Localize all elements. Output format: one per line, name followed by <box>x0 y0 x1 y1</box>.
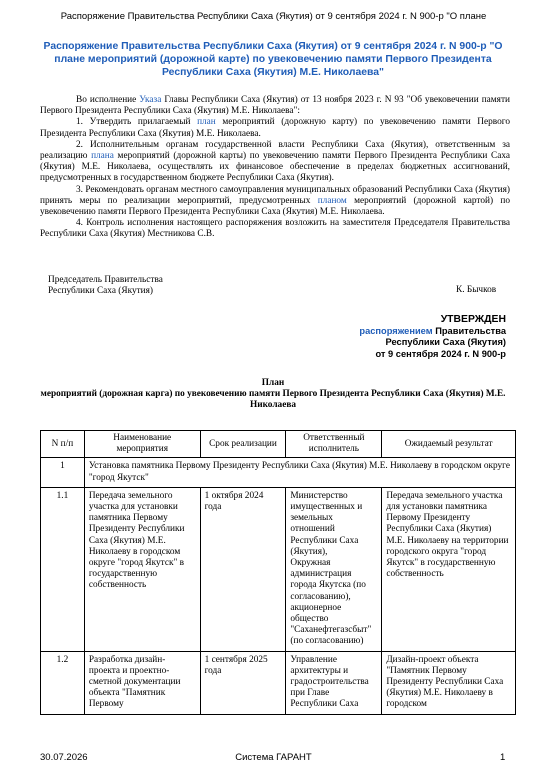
table-row: 1 Установка памятника Первому Президенту Республики Саха (Якутия) М.Е. Николаеву в городском округе "город Якутск" <box>41 458 516 487</box>
signature-name: К. Бычков <box>456 285 497 295</box>
intro-paragraph: Во исполнение Указа Главы Республики Саха (Якутия) от 13 ноября 2023 г. N 93 "Об увековечении памяти Первого Президента Республики Саха (Якутия) М.Е. Николаева": <box>40 95 510 117</box>
footer-date: 30.07.2026 <box>40 752 88 763</box>
running-header: Распоряжение Правительства Республики Саха (Якутия) от 9 сентября 2024 г. N 900-р "О плане <box>60 11 487 22</box>
col-header-responsible: Ответственный исполнитель <box>286 431 382 458</box>
table-header-row <box>41 431 516 458</box>
paragraph-1: 1. Утвердить прилагаемый план мероприятий (дорожную карту) по увековечению памяти Первого Президента Республики Саха (Якутия) М.Е. Николаева. <box>40 117 511 139</box>
approved-label: УТВЕРЖДЕН <box>440 314 506 325</box>
plan-link-2[interactable]: плана <box>91 151 114 162</box>
paragraph-4: 4. Контроль исполнения настоящего распоряжения возложить на заместителя Председателя Правительства Республики Саха (Якутия) Местникова С.В. <box>40 218 510 240</box>
footer-system: Система ГАРАНТ <box>235 752 312 763</box>
paragraph-3: 3. Рекомендовать органам местного самоуправления муниципальных образований Республики Саха (Якутия) принять меры по реализации мероприятий, предусмотренных планом мероприятий (дорожной картой) по увековечению памяти Первого Президента Республики Саха (Якутия) М.Е. Николаева. <box>40 184 510 218</box>
approval-stamp: УТВЕРЖДЕН распоряжением Правительства Республики Саха (Якутия) от 9 сентября 2024 г. N 900-р <box>300 314 506 360</box>
order-link[interactable]: распоряжением <box>359 325 433 336</box>
document-title: Распоряжение Правительства Республики Саха (Якутия) от 9 сентября 2024 г. N 900-р "О плане мероприятий (дорожной карте) по увековечению памяти Первого Президента Республики Саха (Якутия) М.Е. Николаева" <box>43 41 503 78</box>
footer-page-number: 1 <box>500 752 506 763</box>
decree-link[interactable]: Указа <box>139 95 162 105</box>
paragraph-2: 2. Исполнительным органам государственной власти Республики Саха (Якутия), ответственным за реализацию плана мероприятий (дорожной карты) по увековечению памяти Первого Президента Республики Саха (Якутия) М.Е. Николаева, осуществлять их финансовое обеспечение в пределах бюджетных ассигнований, предусмотренных в государственном бюджете Республики Саха (Якутия). <box>40 139 510 184</box>
col-header-term: Срок реализации <box>200 431 286 458</box>
table-row: 1.2 Разработка дизайн-проекта и проектно-сметной документации объекта "Памятник Первому 1 сентября 2025 года Управление архитектуры и градостроительства при Главе Республики Саха Дизайн-проект объекта "Памятник Первому Президенту Республики Саха (Якутия) М.Е. Николаеву в городском <box>41 651 516 714</box>
section-heading: Установка памятника Первому Президенту Республики Саха (Якутия) М.Е. Николаеву в городском округе "город Якутск" <box>84 458 515 487</box>
plan-table <box>40 430 516 715</box>
col-header-name: Наименование мероприятия <box>84 431 200 458</box>
col-header-num: N п/п <box>41 431 85 458</box>
plan-link-3[interactable]: планом <box>317 195 347 206</box>
signature-position: Председатель Правительства Республики Саха (Якутия) <box>48 275 163 297</box>
table-row: 1.1 Передача земельного участка для установки памятника Первому Президенту Республики Саха (Якутия) М.Е. Николаеву в городском округе "город Якутск" в государственную собственность 1 октября 2024 года Министерство имущественных и земельных отношений Республики Саха (Якутия), Окружная администрация города Якутска (по согласованию), акционерное общество "Саханефтегазсбыт" (по согласованию) Передача земельного участка для установки памятника Первому Президенту Республики Саха (Якутия) М.Е. Николаеву на территории городского округа "город Якутск" в государственную собственность <box>41 487 516 651</box>
plan-link-1[interactable]: план <box>197 117 216 128</box>
plan-title: План мероприятий (дорожная карга) по увековечению памяти Первого Президента Республики Саха (Якутия) М.Е. Николаева <box>40 378 506 411</box>
document-body <box>40 95 510 241</box>
col-header-result: Ожидаемый результат <box>382 431 516 458</box>
